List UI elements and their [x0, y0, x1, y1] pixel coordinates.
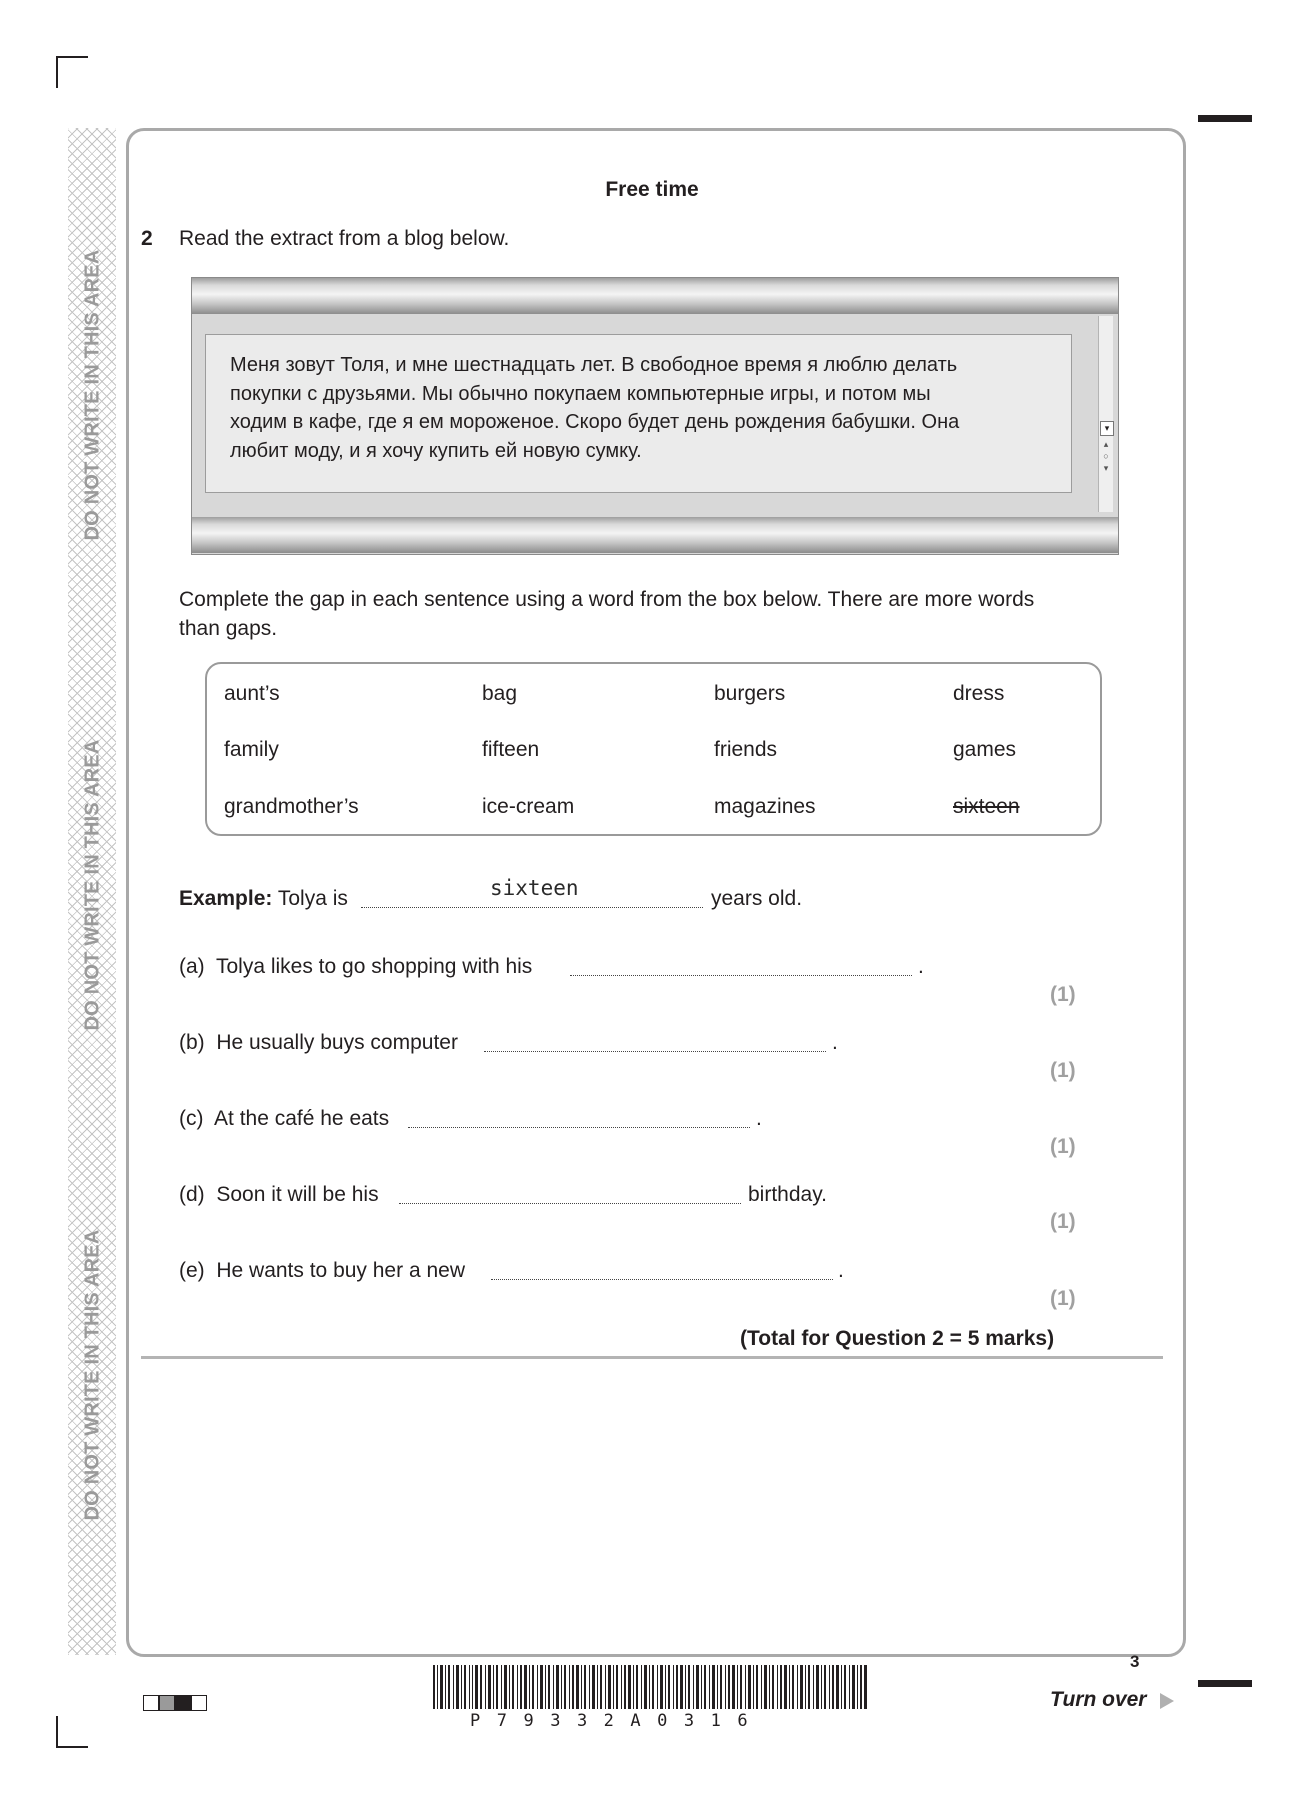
- instruction-text: Complete the gap in each sentence using a word from the box below. There are more words than gaps.: [179, 588, 1035, 640]
- word-box: [205, 662, 1102, 836]
- section-rule: [141, 1356, 1163, 1359]
- blog-line: ходим в кафе, где я ем мороженое. Скоро будет день рождения бабушки. Она: [230, 411, 960, 433]
- crop-mark-top-v: [56, 56, 58, 88]
- question-number: 2: [141, 227, 153, 250]
- page-number: 3: [1130, 1652, 1140, 1671]
- crop-mark-bottom-v: [56, 1716, 58, 1748]
- word-option: magazines: [714, 795, 816, 818]
- marks-d: (1): [1050, 1210, 1076, 1233]
- word-option: grandmother’s: [224, 795, 359, 818]
- barcode-icon: [433, 1665, 867, 1709]
- square-icon: [175, 1695, 191, 1711]
- word-option: aunt’s: [224, 682, 280, 705]
- item-end-d: birthday.: [748, 1183, 827, 1206]
- scroll-dot-icon: ○: [1103, 451, 1109, 461]
- item-text: Tolya likes to go shopping with his: [215, 955, 533, 978]
- crop-mark-top-h: [56, 56, 88, 58]
- blog-top-bar: [192, 278, 1118, 314]
- blog-line: покупки с друзьями. Мы обычно покупаем компьютерные игры, и потом мы: [230, 382, 931, 405]
- item-e: [179, 1259, 465, 1283]
- answer-line-d[interactable]: [399, 1203, 741, 1204]
- answer-line-e[interactable]: [491, 1279, 833, 1280]
- example-answer: sixteen: [490, 876, 579, 900]
- item-letter: (c): [179, 1107, 204, 1130]
- section-title: Free time: [605, 178, 699, 201]
- marks-c: (1): [1050, 1135, 1076, 1158]
- item-end-a: .: [918, 955, 924, 978]
- word-option: fifteen: [482, 738, 540, 761]
- marks-e: (1): [1050, 1287, 1076, 1310]
- blog-text: [230, 351, 1060, 465]
- item-text: Soon it will be his: [216, 1183, 379, 1206]
- item-a: [179, 955, 532, 979]
- answer-line-c[interactable]: [408, 1127, 750, 1128]
- square-icon: [159, 1695, 175, 1711]
- example-label: Example:: [179, 887, 273, 910]
- example-text-before: Tolya is: [277, 887, 348, 910]
- word-option: burgers: [714, 682, 786, 705]
- example-text-after: years old.: [711, 887, 803, 910]
- marks-b: (1): [1050, 1059, 1076, 1082]
- answer-line-a[interactable]: [570, 975, 912, 976]
- item-letter: (d): [179, 1183, 205, 1206]
- item-text: He wants to buy her a new: [216, 1259, 465, 1282]
- scroll-down-arrow-icon: ▾: [1103, 463, 1109, 473]
- crop-mark-bottom-h: [56, 1746, 88, 1748]
- turn-over-arrow-icon: [1160, 1693, 1174, 1709]
- barcode-number: P79332A0316: [470, 1711, 765, 1731]
- blog-window: [191, 277, 1119, 555]
- item-c: [179, 1107, 389, 1131]
- blog-scrollbar[interactable]: [1098, 316, 1113, 512]
- square-icon: [191, 1695, 207, 1711]
- edge-marker-top: [1198, 115, 1252, 122]
- marks-a: (1): [1050, 983, 1076, 1006]
- item-letter: (e): [179, 1259, 205, 1282]
- blog-line: Меня зовут Толя, и мне шестнадцать лет. В свободное время я люблю делать: [230, 354, 958, 376]
- answer-line-b[interactable]: [484, 1051, 826, 1052]
- paper-marker-squares: [143, 1695, 207, 1711]
- item-text: He usually buys computer: [216, 1031, 458, 1054]
- word-option: bag: [482, 682, 518, 705]
- word-option: friends: [714, 738, 778, 761]
- word-option: family: [224, 738, 279, 761]
- question-prompt: Read the extract from a blog below.: [179, 227, 510, 250]
- square-icon: [143, 1695, 159, 1711]
- item-b: [179, 1031, 458, 1055]
- item-text: At the café he eats: [214, 1107, 390, 1130]
- scroll-down-icon[interactable]: ▾: [1100, 421, 1114, 436]
- example-answer-line: [361, 907, 703, 908]
- blog-content-box: [205, 334, 1072, 493]
- item-end-b: .: [832, 1031, 838, 1054]
- item-d: [179, 1183, 379, 1207]
- item-end-e: .: [838, 1259, 844, 1282]
- question-total: (Total for Question 2 = 5 marks): [740, 1327, 1055, 1350]
- edge-marker-bottom: [1198, 1680, 1252, 1687]
- blog-line: любит моду, и я хочу купить ей новую сумку.: [230, 439, 642, 462]
- turn-over-label: Turn over: [1050, 1688, 1147, 1711]
- word-option: dress: [953, 682, 1005, 705]
- word-option-struck: sixteen: [953, 795, 1020, 818]
- word-option: ice-cream: [482, 795, 575, 818]
- word-option: games: [953, 738, 1017, 761]
- blog-bottom-bar: [192, 517, 1118, 553]
- scroll-up-arrow-icon: ▴: [1103, 439, 1109, 449]
- example-line: [179, 887, 348, 911]
- item-end-c: .: [756, 1107, 762, 1130]
- item-letter: (b): [179, 1031, 205, 1054]
- item-letter: (a): [179, 955, 205, 978]
